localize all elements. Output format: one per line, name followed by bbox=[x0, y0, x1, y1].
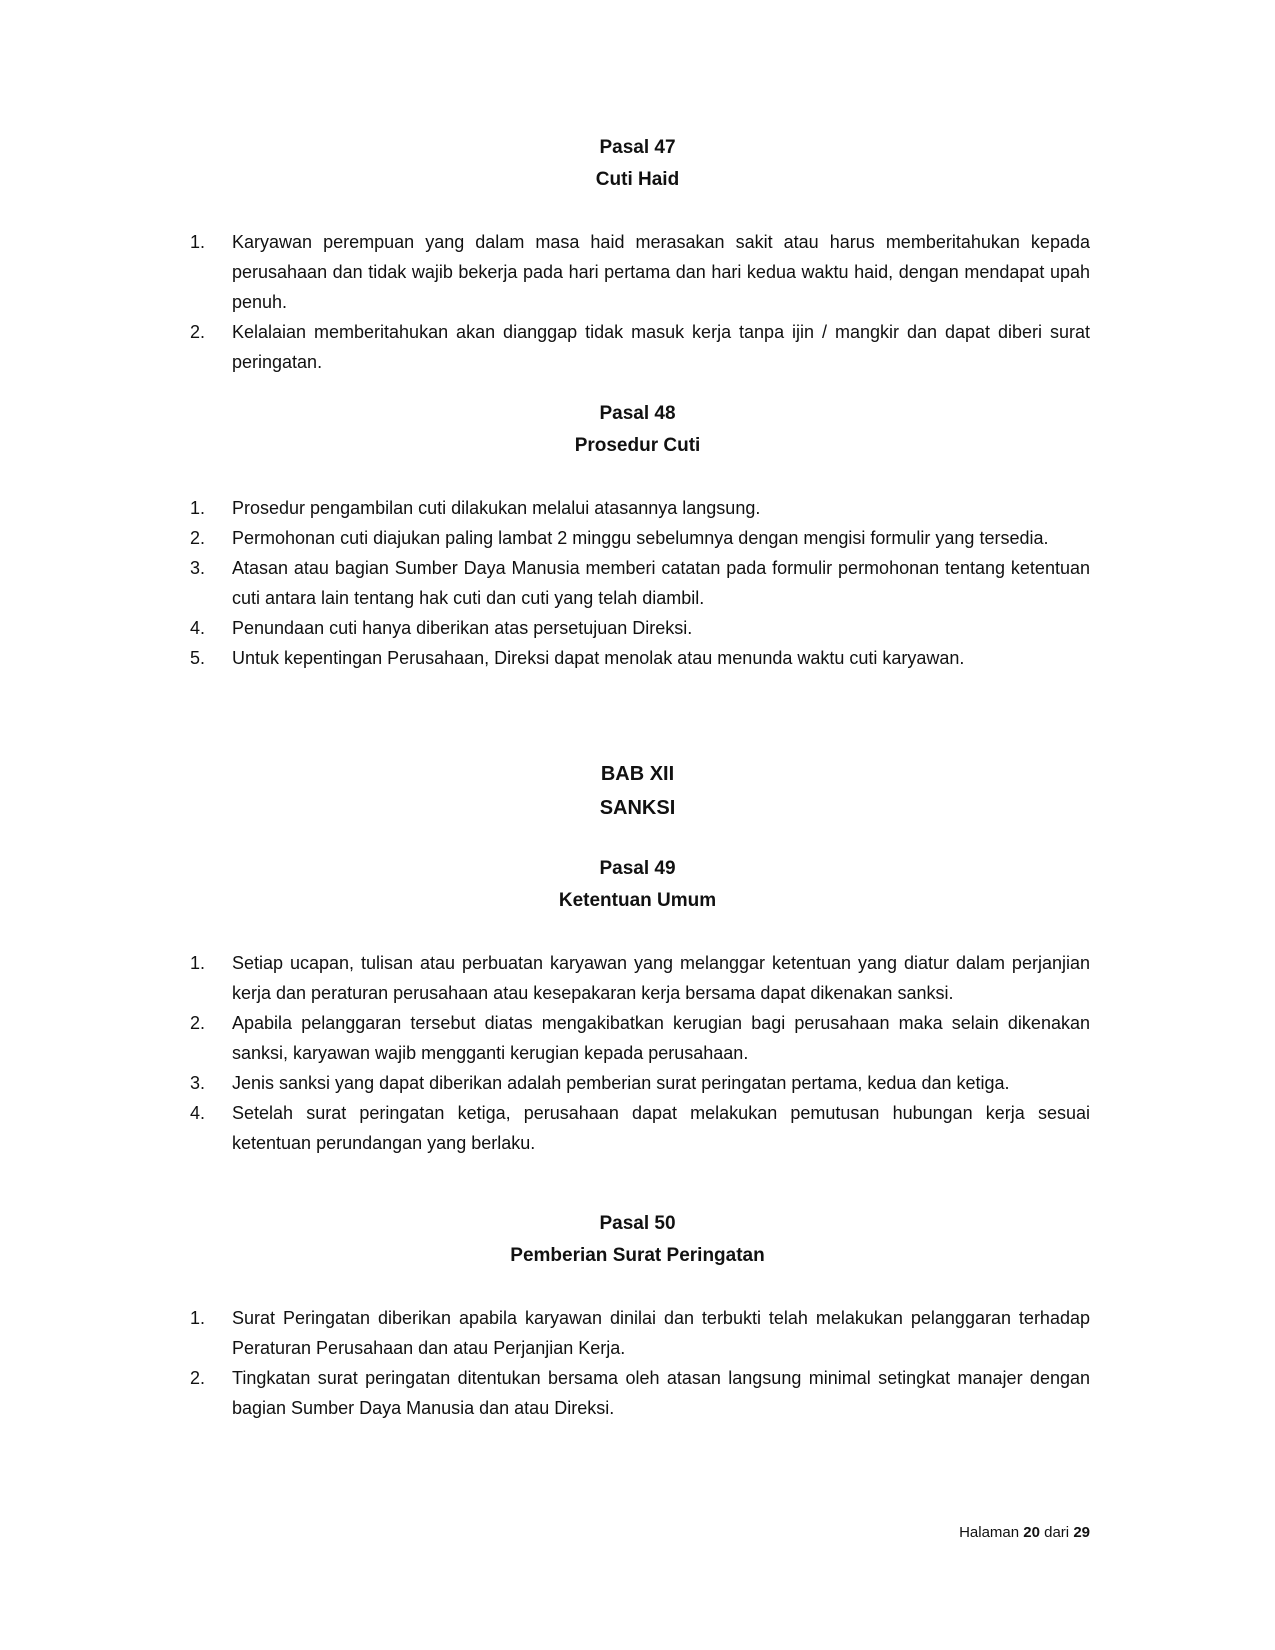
list-item-text: Karyawan perempuan yang dalam masa haid merasakan sakit atau harus memberitahukan kepada perusahaan dan tidak wajib bekerja pada hari pertama dan hari kedua waktu haid, dengan mendapat upah penuh. bbox=[232, 232, 1090, 312]
list-item bbox=[190, 1008, 1090, 1068]
list-item-number: 3. bbox=[190, 1073, 206, 1093]
list-item-number: 1. bbox=[190, 953, 206, 973]
pasal-47-title: Cuti Haid bbox=[595, 169, 680, 190]
list-item-text: Jenis sanksi yang dapat diberikan adalah pemberian surat peringatan pertama, kedua dan ketiga. bbox=[232, 1073, 1010, 1093]
list-item bbox=[190, 1363, 1090, 1423]
pasal-48-number: Pasal 48 bbox=[599, 403, 676, 424]
list-item-number: 5. bbox=[190, 648, 206, 668]
list-item-text: Untuk kepentingan Perusahaan, Direksi dapat menolak atau menunda waktu cuti karyawan. bbox=[232, 648, 965, 668]
list-item-text: Penundaan cuti hanya diberikan atas persetujuan Direksi. bbox=[232, 618, 693, 638]
pasal-49-heading bbox=[0, 853, 1275, 917]
footer-prefix: Halaman bbox=[959, 1524, 1020, 1541]
bab-title: SANKSI bbox=[599, 797, 676, 819]
pasal-48-list bbox=[190, 493, 1090, 673]
list-item-text: Kelalaian memberitahukan akan dianggap tidak masuk kerja tanpa ijin / mangkir dan dapat diberi surat peringatan. bbox=[232, 322, 1090, 372]
page-number-footer bbox=[959, 1523, 1090, 1543]
pasal-47-heading bbox=[0, 132, 1275, 196]
list-item-number: 2. bbox=[190, 1013, 206, 1033]
list-item-number: 4. bbox=[190, 618, 206, 638]
pasal-47-list bbox=[190, 227, 1090, 377]
pasal-48-heading bbox=[0, 398, 1275, 462]
list-item-text: Surat Peringatan diberikan apabila karyawan dinilai dan terbukti telah melakukan pelanggaran terhadap Peraturan Perusahaan dan atau Perjanjian Kerja. bbox=[232, 1308, 1090, 1358]
list-item-number: 4. bbox=[190, 1103, 206, 1123]
list-item-number: 2. bbox=[190, 528, 206, 548]
list-item-text: Setiap ucapan, tulisan atau perbuatan karyawan yang melanggar ketentuan yang diatur dalam perjanjian kerja dan peraturan perusahaan atau kesepakaran kerja bersama dapat dikenakan sanksi. bbox=[232, 953, 1090, 1003]
list-item-number: 2. bbox=[190, 1368, 206, 1388]
list-item bbox=[190, 1068, 1090, 1098]
list-item bbox=[190, 1303, 1090, 1363]
list-item-number: 1. bbox=[190, 498, 206, 518]
pasal-50-list bbox=[190, 1303, 1090, 1423]
bab-number: BAB XII bbox=[600, 763, 675, 785]
list-item bbox=[190, 523, 1090, 553]
list-item-text: Permohonan cuti diajukan paling lambat 2 minggu sebelumnya dengan mengisi formulir yang tersedia. bbox=[232, 528, 1049, 548]
list-item-number: 1. bbox=[190, 232, 206, 252]
footer-middle: dari bbox=[1044, 1524, 1070, 1541]
list-item-text: Setelah surat peringatan ketiga, perusahaan dapat melakukan pemutusan hubungan kerja sesuai ketentuan perundangan yang berlaku. bbox=[232, 1103, 1090, 1153]
pasal-50-title: Pemberian Surat Peringatan bbox=[510, 1245, 765, 1266]
list-item bbox=[190, 493, 1090, 523]
footer-current-page: 20 bbox=[1023, 1524, 1040, 1541]
footer-total-pages: 29 bbox=[1073, 1524, 1090, 1541]
list-item bbox=[190, 613, 1090, 643]
pasal-49-title: Ketentuan Umum bbox=[558, 890, 717, 911]
list-item-text: Atasan atau bagian Sumber Daya Manusia memberi catatan pada formulir permohonan tentang ketentuan cuti antara lain tentang hak cuti dan cuti yang telah diambil. bbox=[232, 558, 1090, 608]
bab-heading bbox=[0, 757, 1275, 825]
list-item bbox=[190, 553, 1090, 613]
pasal-47-number: Pasal 47 bbox=[599, 137, 676, 158]
list-item bbox=[190, 317, 1090, 377]
pasal-49-number: Pasal 49 bbox=[599, 858, 676, 879]
list-item-number: 2. bbox=[190, 322, 206, 342]
list-item bbox=[190, 1098, 1090, 1158]
list-item-number: 3. bbox=[190, 558, 206, 578]
list-item bbox=[190, 948, 1090, 1008]
pasal-50-heading bbox=[0, 1208, 1275, 1272]
pasal-50-number: Pasal 50 bbox=[599, 1213, 676, 1234]
list-item bbox=[190, 643, 1090, 673]
list-item bbox=[190, 227, 1090, 317]
pasal-48-title: Prosedur Cuti bbox=[574, 435, 701, 456]
list-item-number: 1. bbox=[190, 1308, 206, 1328]
list-item-text: Tingkatan surat peringatan ditentukan bersama oleh atasan langsung minimal setingkat manajer dengan bagian Sumber Daya Manusia dan atau Direksi. bbox=[232, 1368, 1090, 1418]
pasal-49-list bbox=[190, 948, 1090, 1158]
list-item-text: Apabila pelanggaran tersebut diatas mengakibatkan kerugian bagi perusahaan maka selain dikenakan sanksi, karyawan wajib mengganti kerugian kepada perusahaan. bbox=[232, 1013, 1090, 1063]
list-item-text: Prosedur pengambilan cuti dilakukan melalui atasannya langsung. bbox=[232, 498, 761, 518]
